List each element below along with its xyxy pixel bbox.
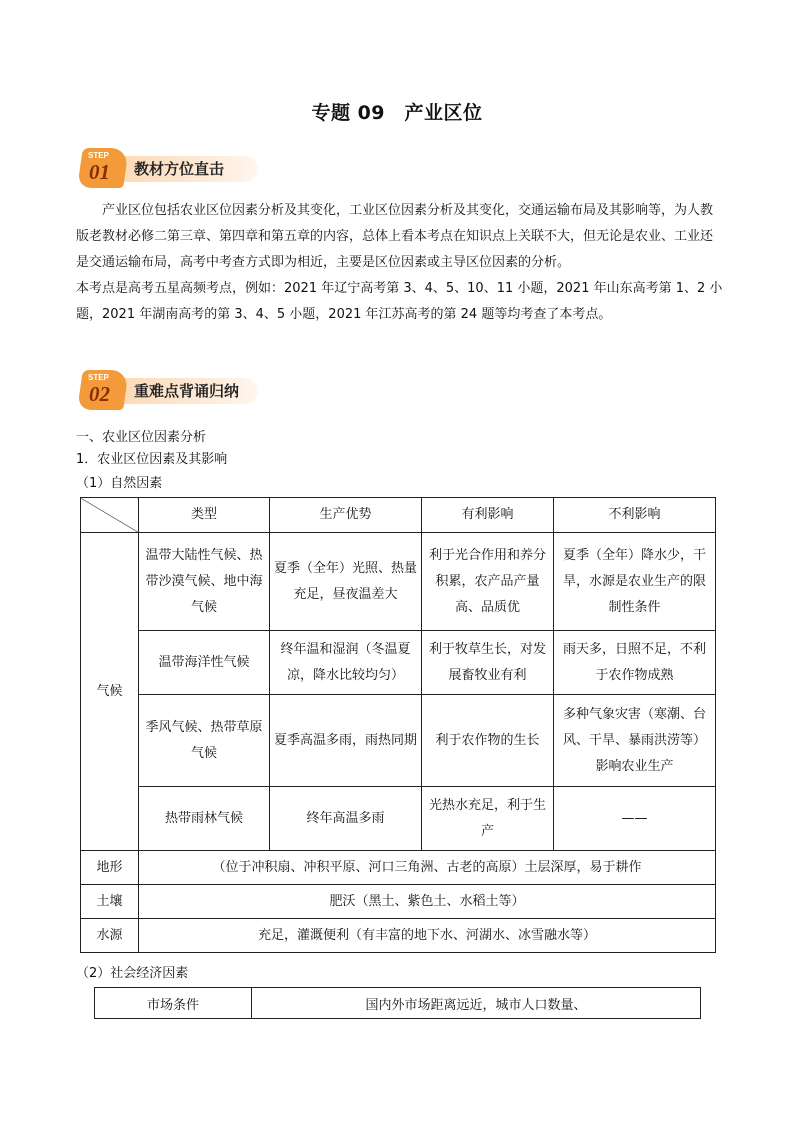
table-cell: 肥沃（黑土、紫色土、水稻土等） bbox=[139, 885, 716, 919]
step-badge-caption: STEP bbox=[88, 151, 109, 160]
row-label: 土壤 bbox=[81, 885, 139, 919]
row-group-label: 气候 bbox=[81, 533, 139, 851]
step-badge-caption: STEP bbox=[88, 373, 109, 382]
step-01-banner bbox=[80, 148, 260, 188]
table-row bbox=[95, 988, 701, 1019]
table-cell: （位于冲积扇、冲积平原、河口三角洲、古老的高原）土层深厚，易于耕作 bbox=[139, 851, 716, 885]
table-cell: 利于牧草生长，对发展畜牧业有利 bbox=[422, 631, 554, 695]
section-heading: 一、农业区位因素分析 bbox=[76, 430, 207, 445]
header-cell: 不利影响 bbox=[554, 498, 716, 533]
table-cell: 充足，灌溉便利（有丰富的地下水、河湖水、冰雪融水等） bbox=[139, 919, 716, 953]
step-label: 重难点背诵归纳 bbox=[134, 382, 240, 400]
table-row bbox=[81, 851, 716, 885]
row-label: 水源 bbox=[81, 919, 139, 953]
table-cell: 终年温和湿润（冬温夏凉，降水比较均匀） bbox=[270, 631, 422, 695]
step-02-banner bbox=[80, 370, 260, 410]
table-cell: 夏季高温多雨，雨热同期 bbox=[270, 695, 422, 787]
page-title: 专题 09 产业区位 bbox=[311, 102, 483, 124]
table-cell: 夏季（全年）降水少，干旱，水源是农业生产的限制性条件 bbox=[554, 533, 716, 631]
table-row bbox=[81, 885, 716, 919]
table-cell: 利于光合作用和养分积累，农产品产量高、品质优 bbox=[422, 533, 554, 631]
header-cell: 有利影响 bbox=[422, 498, 554, 533]
table-cell: 温带大陆性气候、热带沙漠气候、地中海气候 bbox=[139, 533, 270, 631]
intro-paragraph-2: 本考点是高考五星高频考点，例如：2021 年辽宁高考第 3、4、5、10、11 小题，2021 年山东高考第 1、2 小题，2021 年湖南高考的第 3、4、5 小题，2021 年江苏高考的第 24 题等均考查了本考点。 bbox=[76, 281, 723, 322]
table-cell: —— bbox=[554, 787, 716, 851]
row-label: 市场条件 bbox=[95, 988, 252, 1019]
table-cell: 终年高温多雨 bbox=[270, 787, 422, 851]
subsection-heading: 1．农业区位因素及其影响 bbox=[76, 452, 228, 467]
header-cell: 生产优势 bbox=[270, 498, 422, 533]
table-cell: 季风气候、热带草原气候 bbox=[139, 695, 270, 787]
step-label: 教材方位直击 bbox=[134, 160, 225, 178]
table-cell: 雨天多，日照不足，不利于农作物成熟 bbox=[554, 631, 716, 695]
socioeconomic-factors-table bbox=[94, 987, 701, 1019]
table-row bbox=[81, 787, 716, 851]
table-cell: 夏季（全年）光照、热量充足，昼夜温差大 bbox=[270, 533, 422, 631]
table-header-row bbox=[81, 498, 716, 533]
step-badge-number: 02 bbox=[89, 382, 110, 406]
step-badge-number: 01 bbox=[89, 160, 110, 184]
table-cell: 光热水充足，利于生产 bbox=[422, 787, 554, 851]
table-cell: 温带海洋性气候 bbox=[139, 631, 270, 695]
table-cell: 热带雨林气候 bbox=[139, 787, 270, 851]
intro-text bbox=[76, 198, 724, 328]
diagonal-header-cell bbox=[81, 498, 139, 533]
table-row bbox=[81, 695, 716, 787]
table-row bbox=[81, 631, 716, 695]
table-cell: 国内外市场距离远近，城市人口数量、 bbox=[252, 988, 701, 1019]
table-row bbox=[81, 919, 716, 953]
table-cell: 多种气象灾害（寒潮、台风、干旱、暴雨洪涝等）影响农业生产 bbox=[554, 695, 716, 787]
intro-paragraph-1: 产业区位包括农业区位因素分析及其变化，工业区位因素分析及其变化，交通运输布局及其影响等，为人教版老教材必修二第三章、第四章和第五章的内容，总体上看本考点在知识点上关联不大，但无论是农业、工业还是交通运输布局，高考中考查方式即为相近，主要是区位因素或主导区位因素的分析。 bbox=[76, 203, 714, 270]
natural-factors-table bbox=[80, 497, 716, 953]
header-cell: 类型 bbox=[139, 498, 270, 533]
row-label: 地形 bbox=[81, 851, 139, 885]
subsubsection-heading: （2）社会经济因素 bbox=[76, 966, 189, 981]
table-cell: 利于农作物的生长 bbox=[422, 695, 554, 787]
table-row bbox=[81, 533, 716, 631]
subsubsection-heading: （1）自然因素 bbox=[76, 476, 163, 491]
